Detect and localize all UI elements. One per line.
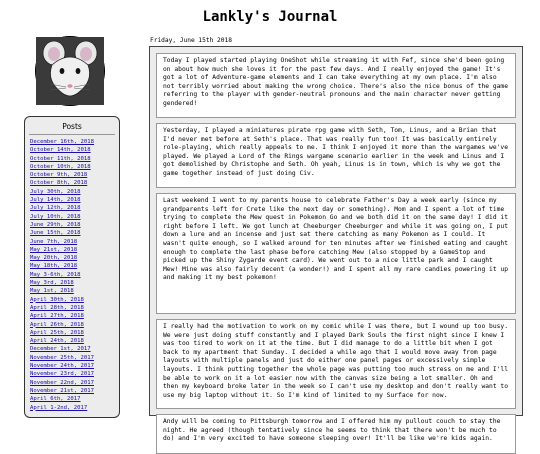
post-link[interactable]: April 28th, 2018: [30, 304, 84, 311]
post-link[interactable]: November 22nd, 2017: [30, 379, 94, 386]
post-paragraph: I really had the motivation to work on my comic while I was there, but I wound up too busy. We were just doing stuff constantly and I played Dark Souls the first night since I knew I was too tired to work on it at the time. But I did manage to do a little bit when I got back to my apartment that Sunday. I decided a while ago that I would move away from page layouts with multiple panels and just do either one panel pages or excessively simple layouts. I think putting together the whole page was putting too much stress on me and I'll be able to work on it a lot easier now with the canvas size being a lot smaller. Oh and then my keyboard broke later in the week so I can't use my desktop and don't really want to use my big laptop without it. So I'm kind of limited to my Surface for now.: [156, 319, 516, 409]
post-link[interactable]: April 27th, 2018: [30, 313, 84, 320]
post-link[interactable]: October 10th, 2018: [30, 163, 91, 170]
post-link[interactable]: June 15th, 2018: [30, 230, 81, 237]
post-link[interactable]: October 9th, 2018: [30, 172, 88, 179]
post-link[interactable]: October 8th, 2018: [30, 180, 88, 187]
posts-sidebar: [24, 116, 120, 418]
post-link[interactable]: May 3-6th, 2018: [30, 271, 81, 278]
post-link[interactable]: July 12th, 2018: [30, 205, 81, 212]
posts-heading: Posts: [62, 122, 82, 131]
post-link[interactable]: July 30th, 2018: [30, 188, 81, 195]
post-body: [149, 46, 523, 443]
posts-list: [25, 138, 119, 412]
post-paragraph: Andy will be coming to Pittsburgh tomorrow and I offered him my pullout couch to stay the night. He agreed (though tentatively since he seems to think that there won't be much to do) and I'm very excited to have someone sleeping over! It'll be like we're kids again.: [156, 414, 516, 454]
post-paragraph: Yesterday, I played a miniatures pirate rpg game with Seth, Tom, Linus, and a Brian that I'd never met before at Seth's place. That was really fun too! It was basically entirely role-playing, which really appeals to me. I think I enjoyed it more than the wargames we've played. We played a Lord of the Rings wargame scenario earlier in the week and Linus and I got demolished by Christophe and Seth. Oh yeah, Linus is in town, which is why we got the game together instead of just doing Civ.: [156, 123, 516, 188]
post-link[interactable]: May 21st, 2018: [30, 246, 78, 253]
post-link[interactable]: November 25th, 2017: [30, 354, 94, 361]
post-link[interactable]: October 14th, 2018: [30, 147, 91, 154]
post-link[interactable]: April 1-2nd, 2017: [30, 404, 88, 411]
post-link[interactable]: November 24th, 2017: [30, 363, 94, 370]
post-link[interactable]: December 1st, 2017: [30, 346, 91, 353]
post-link[interactable]: June 7th, 2018: [30, 238, 78, 245]
post-link[interactable]: December 16th, 2018: [30, 139, 94, 145]
post-link[interactable]: April 26th, 2018: [30, 321, 84, 328]
post-link[interactable]: November 21st, 2017: [30, 387, 94, 394]
post-link[interactable]: May 1st, 2018: [30, 288, 74, 295]
post-link[interactable]: July 10th, 2018: [30, 213, 81, 220]
post-link[interactable]: November 23rd, 2017: [30, 371, 94, 378]
site-title: Lankly's Journal: [202, 9, 338, 25]
post-link[interactable]: October 11th, 2018: [30, 155, 91, 162]
avatar: [35, 36, 105, 106]
posts-divider: [29, 134, 115, 135]
rat-avatar-icon: [36, 37, 104, 105]
post-link[interactable]: April 30th, 2018: [30, 296, 84, 303]
post-link[interactable]: April 24th, 2018: [30, 338, 84, 345]
post-link[interactable]: May 18th, 2018: [30, 263, 78, 270]
post-link[interactable]: April 25th, 2018: [30, 329, 84, 336]
post-date: Friday, June 15th 2018: [150, 37, 232, 44]
post-paragraph: Today I played started playing OneShot while streaming it with Fef, since she'd been going on about how much she loves it for the past few days. And I really enjoyed the game! It's got a lot of Adventure-game elements and I can take everything at my own place. I'm also not terribly worried about making the wrong choice. There's also the nice bonus of the game referring to the player with gender-neutral pronouns and the main character never getting gendered!: [156, 53, 516, 118]
post-link[interactable]: June 29th, 2018: [30, 221, 81, 228]
post-paragraph: Last weekend I went to my parents house to celebrate Father's Day a week early (since my grandparents left for Crete like the next day or something). Mom and I spent a lot of time trying to complete the Mew quest in Pokemon Go and we both did it on the same day! I did it right before I left. We got lunch at Cheeburger Cheeburger and while it was going on, I put down a lure and an incense and just sat there catching as many Pokemon as I could. It wasn't quite enough, so I walked around for ten minutes after we finished eating and caught enough to complete the last phase before catching Mew (also stopped by a GameStop and picked up the Shiny Zygarde event card). We went out to a nice little park and I caught Mew! Mine was also fairly decent (a wonder!) and I spent all my rare candies powering it up and making it my best pokemon!: [156, 193, 516, 314]
post-link[interactable]: July 14th, 2018: [30, 197, 81, 204]
post-link[interactable]: May 3rd, 2018: [30, 280, 74, 287]
post-link[interactable]: April 6th, 2017: [30, 396, 81, 403]
post-link[interactable]: May 20th, 2018: [30, 255, 78, 262]
